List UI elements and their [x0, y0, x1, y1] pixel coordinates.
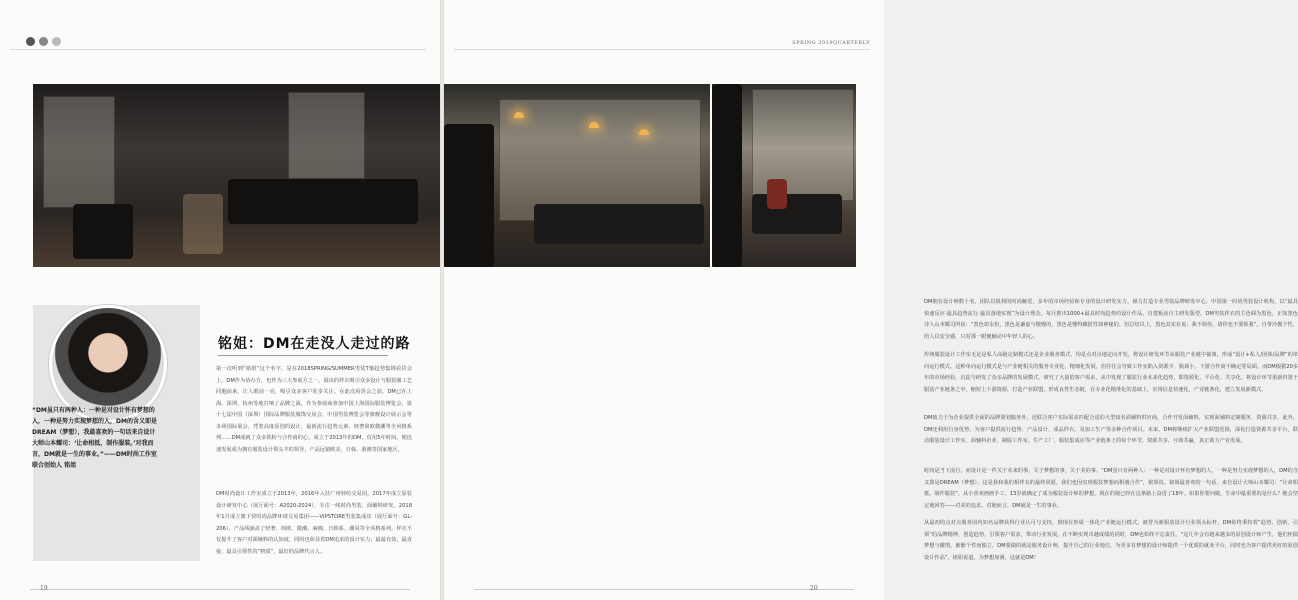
- dot-icon: [52, 37, 61, 46]
- issue-header: SPRING 2019QUARTERLY: [792, 40, 870, 46]
- body-paragraph: 时尚是当下流行，而设计是一件关于未来的事，关于梦想的事，关于美的事。“DM虽只有两种人：一种是对设计怀有梦想的人，一种是努力实现梦想的人，DM的含义即是DREAM（梦想），这是我和我的相伴有的最终夙愿，我们也因实现服装梦想而相遇合作”，铭姐说。铭姐最喜欢的一句话，来自设计大师山本耀司：“让命相抵，制作服装”，从小喜欢画画手工，13岁就确定了成为服装设计师的梦想，现在的她已经在这条路上奋进了18年。如果你要问她，生命中最重要的是什么？她会坚定地回答——对美的追求。对她而言，DM就是一生的事业。: [924, 468, 1298, 509]
- dot-icon: [39, 37, 48, 46]
- page-number: 19: [40, 585, 48, 592]
- person-shape: [767, 179, 787, 209]
- body-paragraph: 第一次听到“铭姐”这个名字，是在2018SPRING/SUMMER男装T恤趋势集锦看货会上，DM作为协办方，也作为三大参展方之一，展出的样衣吸引众多设计与服装圈工艺同胞前来，让人眼前一亮，吸引众多客户驻步关注。在此次看货会之前，DM已在上海、深圳、杭州等地打响了品牌之战，作为参展商参加中国上海国际服装博览会、第十七届中国（深圳）国际品牌服装服饰交易会、中国男装博览会等旗舰设计展示会等多场国际展会，凭着高度原创的设计，最新流行趋势元素、轻奢简欧微潮等全风格系列……DM成就了众多铁粉与合作商的心，成立于2013年的DM，仅用5年时间，便迅速发展成为拥有服装设计领头羊的领导，产品远销欧美、日韩、港澳等国家地区。: [216, 366, 412, 453]
- page-dots: [26, 37, 61, 46]
- title-rule: [218, 355, 388, 356]
- body-paragraph: DM拥有设计师数十名，团队以锐利的时尚触觉，多年的市场经验和专业的设计研发实力，倾力打造专业男装品牌研发中心，中国第一时尚男装设计机构，以“最具快速反应·最具趋势流行·最具落地实现”为设计理念，每月推出1000+最具时尚趋势的设计作品，自建板房自主研发版型。DM男装样衣的主色调为黑色，正如黑色诗人山本耀司所说：“黑色却永恒，黑色是谦虚与傲慢的，黑色是懂得藏匿性却神秘的。但总结以上，黑色其实在说：我不烦你，请你也不要烦我”。自带冷傲个性，给人以安全感，只对那一眼便触动中年轻人的心。: [924, 299, 1298, 340]
- rack-shape: [534, 204, 704, 244]
- showroom-photo: [33, 84, 440, 267]
- table-shape: [752, 194, 842, 234]
- lamp-icon: [514, 112, 524, 118]
- header-rule: [10, 49, 426, 50]
- lamp-icon: [639, 129, 649, 135]
- sofa-shape: [228, 179, 418, 224]
- footer-rule: [30, 589, 410, 590]
- footer-rule: [474, 589, 854, 590]
- window-shape: [288, 92, 365, 179]
- body-paragraph: 从最初的点对点服务国内知名品牌获得行业认可与支持，到现在形成一体化产业链运行模式，被誉为新服装设计行业领头标杆，DM始终秉持着“趋势、创新、引领”的品牌精神，创造趋势，引领客户需求，带动行业发展。在不断实现卓越成绩的同时，DM也始终不忘责任。“这几年会有越来越多的原创设计师产生，他们怀揣梦想与激情，渐渐个性而独立，DM要做的就是服务设计师，提升自己的行业地位，为更多有梦想的设计师提供一个优质的就业平台，同时也为客户提供更好的原创设计作品”，铭姐说道。为梦想加满，这就是DM！: [924, 520, 1298, 561]
- lounge-photo: [712, 84, 856, 267]
- wall-shape: [712, 84, 742, 267]
- article-title: 铭姐：DM在走没人走过的路: [218, 336, 411, 352]
- header-rule: [454, 49, 870, 50]
- store-photo: [444, 84, 710, 267]
- page-number: 20: [810, 585, 818, 592]
- chair-shape: [73, 204, 133, 259]
- body-paragraph: 传统服装设计工作室无论是私人高级定制模式还是企业服务模式，均是点对点地定向开发，将设计研发环节从服装产业链中抽离，形成“设计+私人/团体/品牌”的单向运行模式。这种单向运行模式是与产业链相关的服务专业化，精细化发展，但往往会导致工作室陷入资源少、瓶颈小，下游合作商不确定等局面。而DM根据20多年的市场经验，沉淀与研发了众多品牌的发展模式，研究了大量的客户需求，从中发现了服装行业未来化趋势，即资源化、平台化、共享化。将设计环节重新归置于服装产业链条之中，缩短上下游资源，打造产业联盟，形成良性生态链，在专业化精准化的基础上，实现信息快速化、产业链条化，建立发展新模式。: [924, 352, 1298, 393]
- wall-shape: [444, 124, 494, 267]
- lamp-icon: [589, 122, 599, 128]
- table-shape: [183, 194, 223, 254]
- pull-quote: “DM虽只有两种人：一种是对设计怀有梦想的人，一种是努力实现梦想的人，DM的含义即是DREAM（梦想），我最喜欢的一句话来自设计大师山本耀司：‘让命相抵，制作服装。’对我而言，DM就是一生的事业。”——DM时尚工作室联合创始人 铭姐: [32, 407, 157, 469]
- body-paragraph: DM致力于为企业提供全面的品牌策划服务外，还联合客户实际需求匹配合适的大型知名面辅料供应商，合作开发面辅料，实现面辅料定制服务，资源共享。此外，DM还利用自身优势，为客户提供流行趋势、产品设计、成品样衣、及加工生产等多种合作项目。未来，DM将继续扩大产业联盟范围，深化打造资源共享平台，联动服装设计工作室、面辅料企业、制版工作室、生产工厂、服装集成店等产业链条上的每个环节，资源共享，互助共赢，真正助力产业发展。: [924, 415, 1298, 444]
- dot-icon: [26, 37, 35, 46]
- body-paragraph: DM时尚设计工作室成立于2013年，2016年入驻广州轻纺交易园，2017年成立原装设计研发中心（展厅面号：A2020-2024），专注一线时尚男装、面辅料研发。2018年1月成立旗下快时尚品牌环球交易集团——VIPSTORE男装集成店（展厅面号：GL-206），产品线涵盖了轻奢、简欧、微潮、麻棉、日韩系、潮风等全风格系列。样衣不仅提升了客户对面辅料的认知度，同时也彰显着DM追求的设计实力，最最有效，最直接，最具引领性的“物质”，最好的品牌代言人。: [216, 491, 412, 555]
- window-shape: [43, 96, 115, 208]
- window-shape: [499, 99, 701, 221]
